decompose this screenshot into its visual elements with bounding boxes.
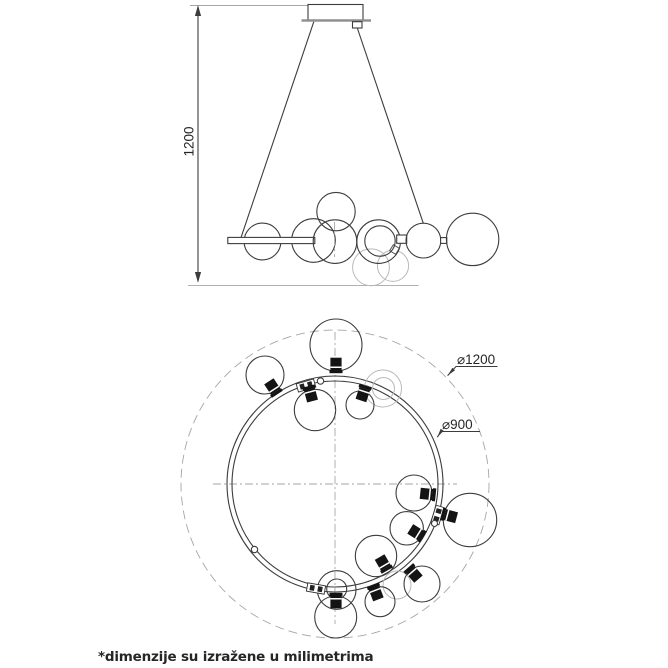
ring-diameter-label: ⌀900 — [442, 417, 473, 432]
ghost-sphere — [353, 249, 390, 286]
elevation-view — [182, 5, 499, 286]
ring-hole — [317, 378, 323, 384]
ring-hinge — [306, 583, 325, 594]
sphere-connector — [397, 235, 407, 243]
mounting-clip — [330, 593, 343, 609]
hanging-bar — [228, 237, 315, 243]
ghost-sphere-inner — [373, 378, 395, 400]
units-note: *dimenzije su izražene u milimetrima — [98, 649, 374, 665]
ghost-sphere — [377, 250, 408, 281]
leader-line-outer-diameter — [448, 367, 498, 376]
suspension-wire-right — [357, 28, 423, 224]
glass-sphere — [355, 535, 396, 576]
ceiling-canopy — [308, 5, 363, 21]
wire-connector — [353, 22, 363, 28]
ring-hole — [432, 521, 438, 527]
dimension-arrow-up-icon — [195, 5, 201, 16]
plan-view — [181, 319, 498, 638]
mounting-clip — [302, 384, 319, 402]
glass-sphere — [406, 223, 441, 258]
mounting-clip — [440, 507, 458, 524]
mounting-clip — [420, 487, 437, 502]
mounting-clip — [263, 378, 282, 398]
mounting-clip — [367, 583, 385, 602]
glass-sphere — [446, 213, 498, 265]
leader-line-ring-diameter — [437, 432, 480, 438]
ring-hole — [251, 546, 257, 552]
suspension-wire-left — [241, 22, 314, 238]
dimension-arrow-down-icon — [195, 272, 201, 283]
mounting-clip — [330, 358, 343, 374]
outer-diameter-label: ⌀1200 — [457, 352, 496, 367]
height-dimension-label: 1200 — [181, 126, 197, 157]
